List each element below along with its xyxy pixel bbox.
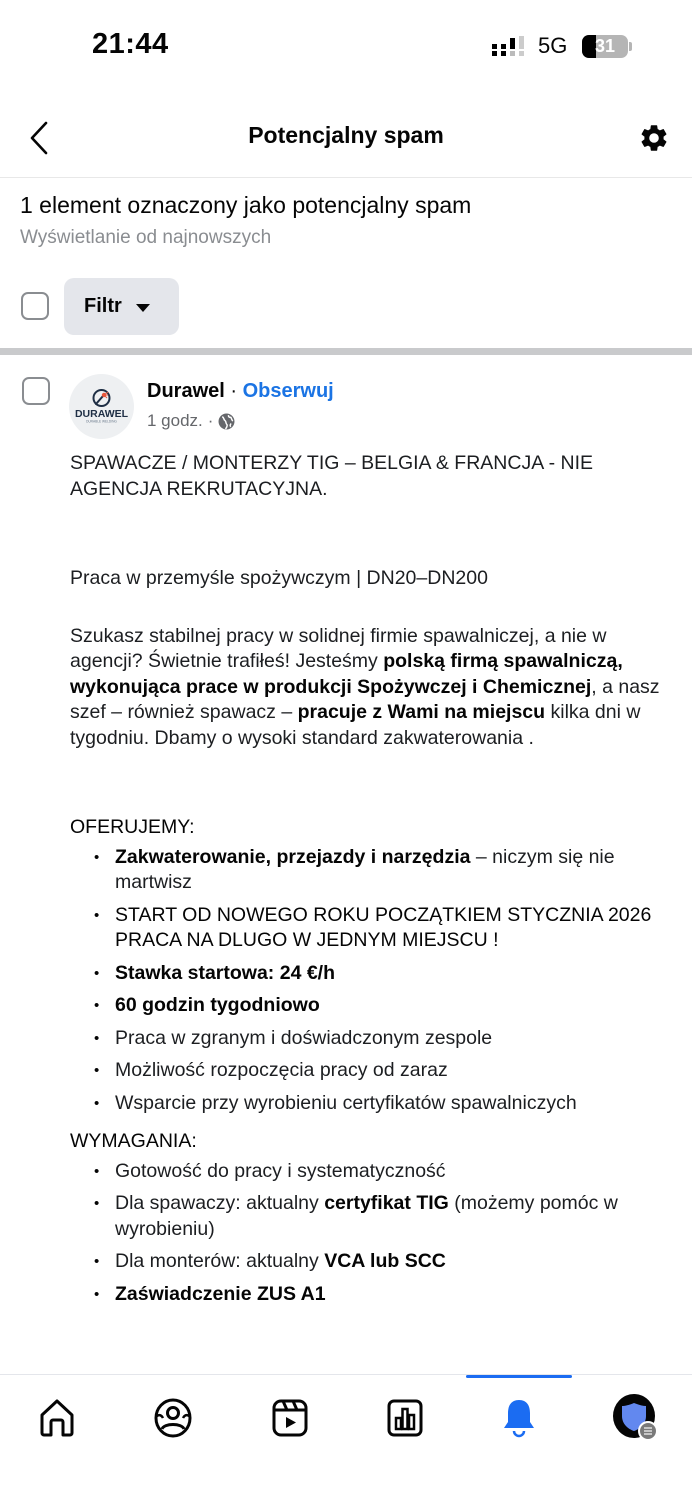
post-headline: SPAWACZE / MONTERZY TIG – BELGIA & FRANCJA - NIE AGENCJA REKRUTACYJNA. — [70, 452, 593, 500]
requirement-item — [94, 1282, 660, 1308]
requirement-text: Dla spawaczy: aktualny — [115, 1192, 325, 1214]
requirement-bold: VCA lub SCC — [324, 1250, 446, 1272]
post-select-checkbox[interactable] — [22, 377, 50, 405]
requirement-item — [94, 1159, 660, 1185]
cellular-signal-icon — [492, 36, 528, 58]
author-line — [147, 380, 334, 403]
requirement-text: Dla monterów: aktualny — [115, 1250, 325, 1272]
nav-tab-notifications[interactable] — [489, 1393, 549, 1443]
meta-separator: · — [207, 411, 214, 430]
post-subheadline: Praca w przemyśle spożywczym | DN20–DN200 — [70, 567, 488, 589]
video-icon — [271, 1398, 309, 1438]
active-tab-indicator — [466, 1375, 572, 1378]
profile-avatar-icon — [608, 1393, 660, 1443]
network-type: 5G — [538, 33, 568, 58]
globe-icon — [218, 413, 235, 430]
nav-tab-profile-menu[interactable] — [604, 1393, 664, 1443]
battery-icon — [582, 35, 628, 58]
filter-label: Filtr — [84, 295, 122, 317]
offer-item — [94, 961, 660, 987]
filter-button[interactable] — [64, 278, 179, 335]
dashboard-icon — [386, 1398, 424, 1438]
sort-order-label: Wyświetlanie od najnowszych — [20, 227, 272, 248]
settings-button[interactable] — [634, 118, 674, 158]
offer-item — [94, 845, 660, 896]
page-title: Potencjalny spam — [248, 122, 444, 148]
offer-item — [94, 903, 668, 954]
offer-list — [94, 845, 668, 1117]
battery-tip — [629, 42, 632, 51]
spam-count-title: 1 element oznaczony jako potencjalny spam — [20, 192, 472, 218]
requirements-heading: WYMAGANIA: — [70, 1130, 197, 1152]
offer-item-text: START OD NOWEGO ROKU POCZĄTKIEM STYCZNIA 2026 PRACA NA DLUGO W JEDNYM MIEJSCU ! — [115, 903, 668, 951]
author-avatar[interactable] — [69, 374, 134, 439]
offer-item-bold: Zakwaterowanie, przejazdy i narzędzia — [115, 845, 471, 868]
post-time[interactable]: 1 godz. — [147, 411, 203, 430]
requirement-bold: certyfikat TIG — [324, 1192, 449, 1214]
offer-item-text: Wsparcie przy wyrobieniu certyfikatów spawalniczych — [115, 1091, 577, 1114]
avatar-brand-text: DURAWEL — [74, 408, 129, 420]
durawel-logo-icon — [69, 374, 134, 439]
post-content — [70, 451, 668, 1314]
offer-item — [94, 993, 660, 1019]
requirement-item — [94, 1191, 660, 1242]
nav-tab-home[interactable] — [27, 1393, 87, 1443]
nav-tab-friends[interactable] — [143, 1393, 203, 1443]
friends-icon — [153, 1398, 193, 1438]
post-intro — [70, 624, 660, 752]
author-name[interactable]: Durawel — [147, 380, 225, 402]
status-time: 21:44 — [92, 28, 169, 60]
intro-text-3: kilka dni w tygodniu. Dbamy o wysoki standard zakwaterowania . — [70, 701, 641, 749]
bell-icon — [500, 1397, 538, 1439]
bottom-navigation — [0, 1374, 692, 1500]
offer-item-text: Możliwość rozpoczęcia pracy od zaraz — [115, 1059, 448, 1081]
status-bar — [0, 0, 692, 90]
offer-item — [94, 1026, 660, 1052]
offer-item-text: Praca w zgranym i doświadczonym zespole — [115, 1026, 493, 1049]
requirement-text-after: (możemy pomóc w wyrobieniu) — [115, 1192, 618, 1240]
requirement-item — [94, 1249, 660, 1275]
follow-button[interactable]: Obserwuj — [242, 380, 334, 402]
post-meta — [147, 411, 235, 431]
author-separator: · — [224, 380, 243, 402]
avatar-brand-subtext: DURABLE WELDING — [86, 419, 117, 424]
requirements-list — [94, 1159, 660, 1308]
home-icon — [38, 1398, 76, 1438]
section-divider — [0, 348, 692, 355]
page-header — [0, 100, 692, 178]
select-all-checkbox[interactable] — [21, 292, 49, 320]
nav-tab-dashboard[interactable] — [375, 1393, 435, 1443]
offer-item — [94, 1091, 660, 1117]
filter-row — [0, 278, 692, 336]
offer-item — [94, 1058, 660, 1084]
offer-item-bold: 60 godzin tygodniowo — [115, 994, 320, 1016]
intro-text-1: Szukasz stabilnej pracy w solidnej firmie spawalniczej, a nie w agencji? Świetnie trafiłeś! Jesteśmy — [70, 624, 607, 672]
intro-text-2: , a nasz szef – również spawacz – — [70, 675, 660, 723]
offer-heading: OFERUJEMY: — [70, 816, 195, 838]
intro-bold-1: polską firmą spawalniczą, wykonująca prace w produkcji Spożywczej i Chemicznej — [70, 650, 623, 698]
requirement-text: Gotowość do pracy i systematyczność — [115, 1159, 446, 1182]
offer-item-bold: Stawka startowa: 24 €/h — [115, 961, 336, 984]
caret-down-icon — [136, 304, 150, 312]
battery-percent: 31 — [594, 36, 616, 56]
intro-bold-2: pracuje z Wami na miejscu — [297, 701, 546, 723]
requirement-bold: Zaświadczenie ZUS A1 — [115, 1282, 326, 1305]
nav-tab-video[interactable] — [260, 1393, 320, 1443]
offer-item-text: – niczym się nie martwisz — [115, 845, 615, 893]
gear-icon — [638, 122, 670, 154]
